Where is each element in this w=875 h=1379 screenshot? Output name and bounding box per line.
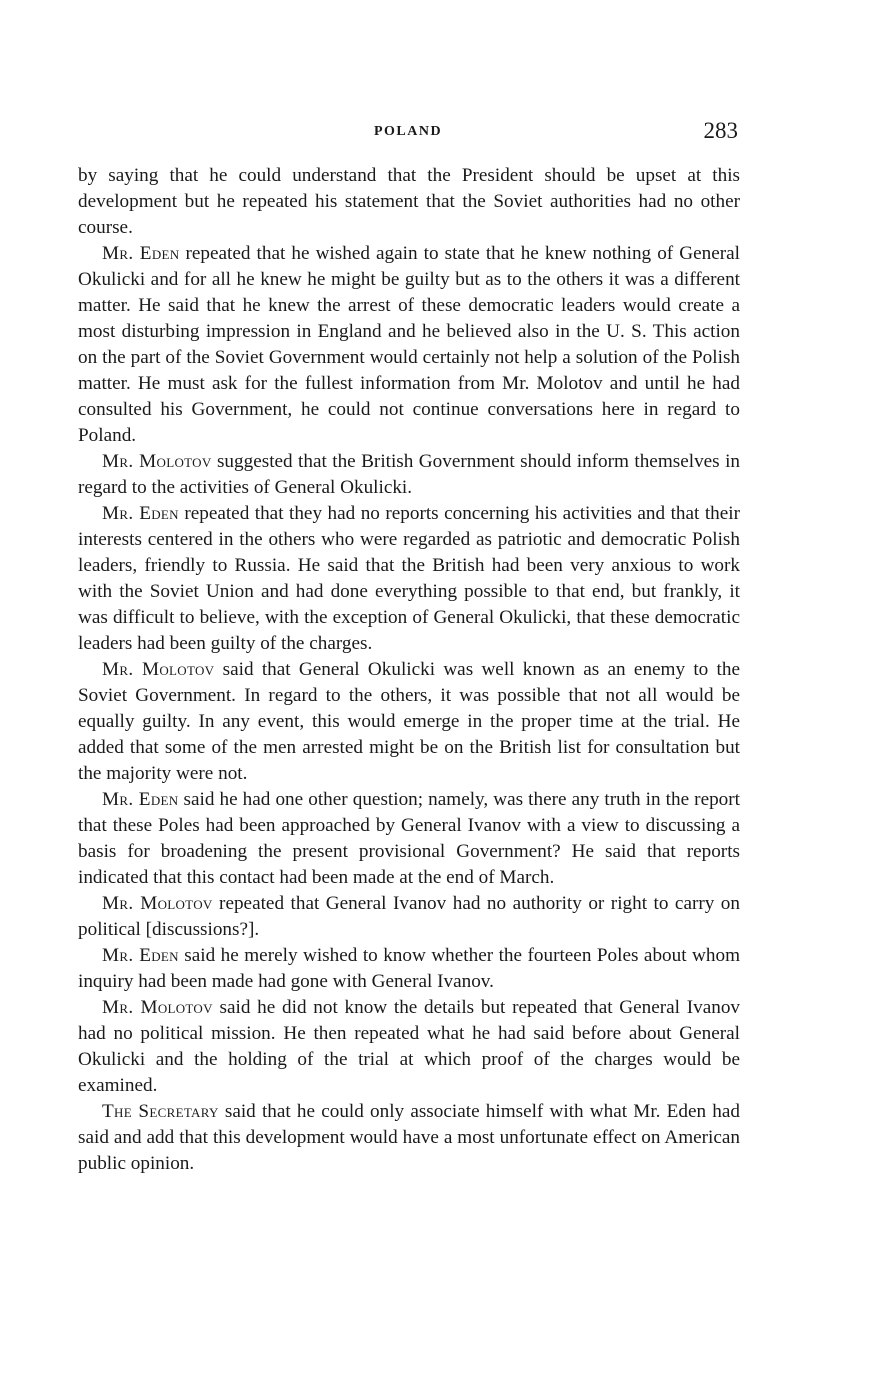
speaker-name: Mr. Molotov <box>102 893 213 914</box>
paragraph-text: suggested that the British Government should inform themselves in regard to the activities of General Okulicki. <box>78 451 740 498</box>
speaker-name: Mr. Eden <box>102 503 179 524</box>
speaker-name: Mr. Eden <box>102 945 179 966</box>
speaker-name: Mr. Eden <box>102 243 180 264</box>
section-title: POLAND <box>373 124 443 139</box>
paragraph-text: said he had one other question; namely, was there any truth in the report that these Poles had been approached by General Ivanov with a view to discussing a basis for broadening the present provisional Government? He said that reports indicated that this contact had been made at the end of March. <box>78 789 740 888</box>
speaker-name: Mr. Molotov <box>102 997 213 1018</box>
paragraph-text: repeated that General Ivanov had no authority or right to carry on political [discussions?]. <box>78 893 740 940</box>
paragraph <box>78 657 740 787</box>
paragraph <box>78 1099 740 1177</box>
paragraph-text: by saying that he could understand that the President should be upset at this development but he repeated his statement that the Soviet authorities had no other course. <box>78 165 740 238</box>
paragraph <box>78 787 740 891</box>
paragraph <box>78 891 740 943</box>
body-text <box>78 163 740 1177</box>
paragraph <box>78 241 740 449</box>
paragraph <box>78 449 740 501</box>
paragraph-text: said he merely wished to know whether the fourteen Poles about whom inquiry had been made had gone with General Ivanov. <box>78 945 740 992</box>
speaker-name: Mr. Eden <box>102 789 179 810</box>
speaker-name: Mr. Molotov <box>102 451 212 472</box>
paragraph <box>78 995 740 1099</box>
speaker-name: Mr. Molotov <box>102 659 215 680</box>
paragraph <box>78 943 740 995</box>
paragraph-text: repeated that he wished again to state that he knew nothing of General Okulicki and for all he knew he might be guilty but as to the others it was a different matter. He said that he knew the arrest of these democratic leaders would create a most disturbing impression in England and he believed also in the U. S. This action on the part of the Soviet Government would certainly not help a solution of the Polish matter. He must ask for the fullest information from Mr. Molotov and until he had consulted his Government, he could not continue conversations here in regard to Poland. <box>78 243 740 446</box>
paragraph <box>78 501 740 657</box>
running-head <box>78 118 738 150</box>
paragraph-text: said that General Okulicki was well known as an enemy to the Soviet Government. In regard to the others, it was possible that not all would be equally guilty. In any event, this would emerge in the proper time at the trial. He added that some of the men arrested might be on the British list for consultation but the majority were not. <box>78 659 740 784</box>
paragraph-continuation <box>78 163 740 241</box>
paragraph-text: repeated that they had no reports concerning his activities and that their interests centered in the others who were regarded as patriotic and democratic Polish leaders, friendly to Russia. He said that the British had been very anxious to work with the Soviet Union and had done everything possible to that end, but frankly, it was difficult to believe, with the exception of General Okulicki, that these democratic leaders had been guilty of the charges. <box>78 503 740 654</box>
paragraph-text: said he did not know the details but repeated that General Ivanov had no political mission. He then repeated what he had said before about General Okulicki and the holding of the trial at which proof of the charges would be examined. <box>78 997 741 1096</box>
paragraph-text: said that he could only associate himself with what Mr. Eden had said and add that this development would have a most unfortunate effect on American public opinion. <box>78 1101 740 1174</box>
speaker-name: The Secretary <box>102 1101 219 1122</box>
page-number: 283 <box>703 118 738 143</box>
